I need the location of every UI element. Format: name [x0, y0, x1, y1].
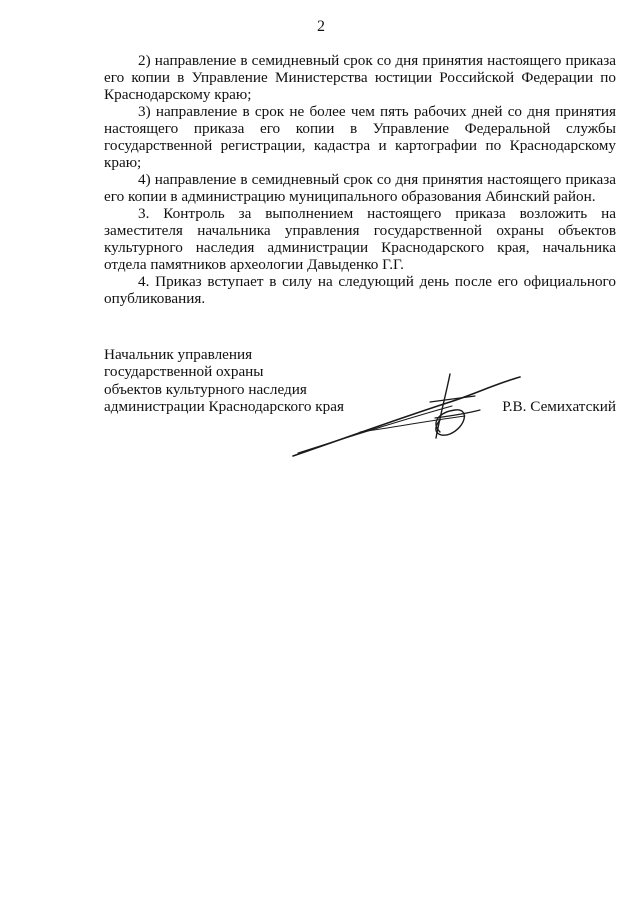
paragraph-item-4: 4) направление в семидневный срок со дня принятия настоящего приказа его копии в администрацию муниципального образования Абинский район.	[104, 171, 616, 205]
signer-title-line: администрации Краснодарского края	[104, 397, 344, 415]
paragraph-effective-date: 4. Приказ вступает в силу на следующий день после его официального опубликования.	[104, 273, 616, 307]
signer-title-line: Начальник управления	[104, 346, 253, 363]
signer-title-line: объектов культурного наследия	[104, 380, 307, 398]
page-number: 2	[317, 18, 325, 35]
signer-title-line: государственной охраны	[104, 363, 264, 381]
paragraph-control: 3. Контроль за выполнением настоящего приказа возложить на заместителя начальника управления государственной охраны объектов культурного наследия администрации Краснодарского края, начальника отдела памятников археологии Давыденко Г.Г.	[104, 205, 616, 273]
document-body	[104, 52, 616, 307]
paragraph-item-3: 3) направление в срок не более чем пять рабочих дней со дня принятия настоящего приказа его копии в Управление Федеральной службы государственной регистрации, кадастра и картографии по Краснодарскому краю;	[104, 103, 616, 171]
paragraph-item-2: 2) направление в семидневный срок со дня принятия настоящего приказа его копии в Управление Министерства юстиции Российской Федерации по Краснодарскому краю;	[104, 52, 616, 103]
signer-name: Р.В. Семихатский	[502, 398, 616, 415]
handwritten-signature	[290, 372, 525, 460]
